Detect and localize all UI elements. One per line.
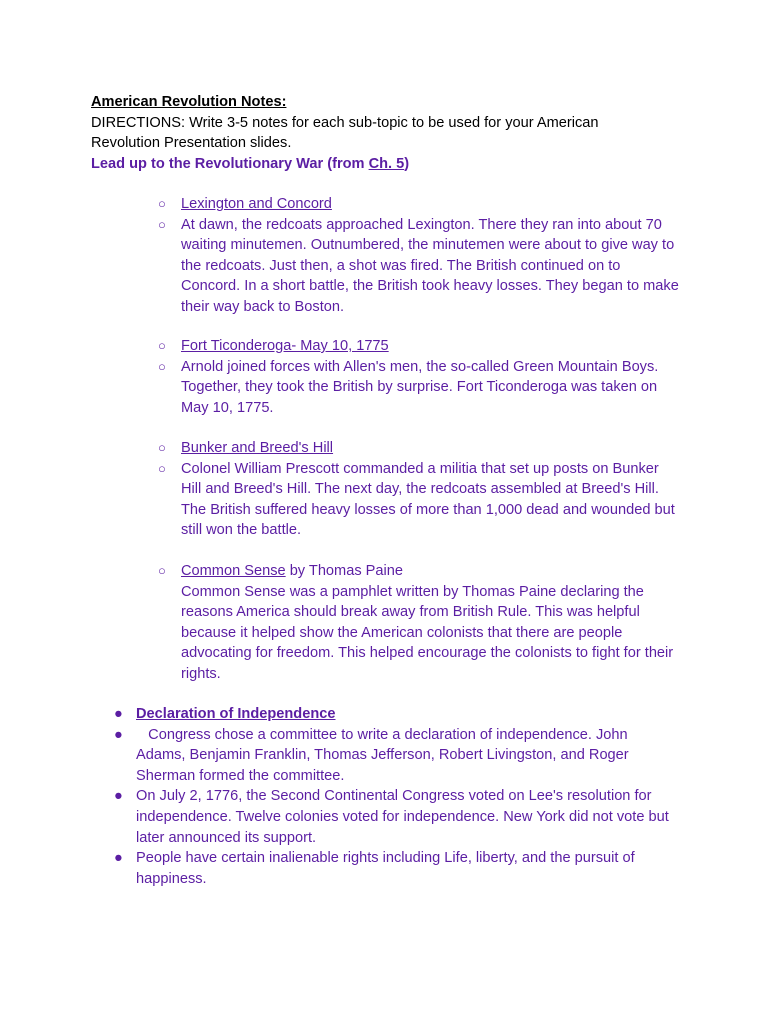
subtopic-note: Arnold joined forces with Allen's men, the so-called Green Mountain Boys. Together, they took the British by surprise. Fort Ticonderoga was taken on May 10, 1775. [181, 358, 659, 416]
hollow-bullet-icon: ○ [158, 196, 166, 211]
subtopic-bunker-hill [150, 438, 680, 541]
subtopic-lexington [150, 194, 680, 318]
subtopic-heading-item [150, 561, 680, 685]
solid-bullet-icon: ● [114, 850, 123, 867]
declaration-heading[interactable]: Declaration of Independence [136, 706, 336, 722]
section-heading-close: ) [404, 155, 410, 172]
solid-bullet-icon: ● [114, 706, 123, 722]
subtopic-common-sense [150, 561, 680, 685]
subtopic-note: Colonel William Prescott commanded a militia that set up posts on Bunker Hill and Breed's Hill. The next day, the redcoats assembled at Breed's Hill. The British suffered heavy losses of more than 1,000 dead and wounded but still won the battle. [181, 460, 675, 539]
declaration-list [106, 704, 676, 889]
document-title: American Revolution Notes: [91, 94, 287, 110]
subtopic-heading[interactable]: Bunker and Breed's Hill [181, 440, 334, 456]
subtopic-heading-item [150, 438, 680, 459]
subtopic-heading[interactable]: Common Sense [181, 563, 286, 579]
declaration-note-item [106, 848, 676, 889]
declaration-note-item [106, 725, 676, 787]
chapter-link[interactable]: Ch. 5 [368, 155, 405, 172]
subtopic-note: Common Sense was a pamphlet written by Thomas Paine declaring the reasons America should break away from British Rule. This was helpful because it helped show the American colonists that there are people advocating for freedom. This helped encourage the colonists to fight for their rights. [181, 583, 674, 682]
subtopic-note-item [150, 357, 680, 419]
solid-bullet-icon: ● [114, 726, 123, 743]
hollow-bullet-icon: ○ [158, 338, 166, 353]
hollow-bullet-icon: ○ [158, 563, 166, 578]
declaration-note: Congress chose a committee to write a declaration of independence. John Adams, Benjamin Franklin, Thomas Jefferson, Robert Livingston, and Roger Sherman formed the committee. [136, 726, 633, 784]
hollow-bullet-icon: ○ [158, 358, 166, 374]
section-heading-text: Lead up to the Revolutionary War (from [91, 155, 369, 172]
declaration-note: On July 2, 1776, the Second Continental Congress voted on Lee's resolution for independence. Twelve colonies voted for independence. New York did not vote but later announced its support. [136, 788, 669, 846]
subtopic-heading[interactable]: Fort Ticonderoga- May 10, 1775 [181, 338, 389, 354]
subtopic-heading-suffix: by Thomas Paine [285, 563, 403, 579]
declaration-note: People have certain inalienable rights including Life, liberty, and the pursuit of happiness. [136, 850, 635, 887]
directions-text: DIRECTIONS: Write 3-5 notes for each sub-topic to be used for your American Revolution Presentation slides. [91, 114, 599, 152]
hollow-bullet-icon: ○ [158, 216, 166, 232]
solid-bullet-icon: ● [114, 788, 123, 805]
subtopic-note-item [150, 215, 680, 318]
subtopic-note: At dawn, the redcoats approached Lexington. There they ran into about 70 waiting minutemen. Outnumbered, the minutemen were about to give way to the redcoats. Just then, a shot was fired. The British continued on to Concord. In a short battle, the British took heavy losses. They began to make their way back to Boston. [181, 216, 679, 315]
subtopic-heading-item [150, 194, 680, 215]
subtopic-ticonderoga [150, 336, 680, 418]
declaration-heading-item [106, 704, 676, 725]
subtopic-note-item [150, 459, 680, 541]
document-header [91, 92, 651, 174]
subtopic-heading[interactable]: Lexington and Concord [181, 196, 332, 212]
subtopic-heading-item [150, 336, 680, 357]
hollow-bullet-icon: ○ [158, 460, 166, 476]
hollow-bullet-icon: ○ [158, 440, 166, 455]
section-heading [91, 154, 651, 175]
declaration-note-item [106, 786, 676, 848]
